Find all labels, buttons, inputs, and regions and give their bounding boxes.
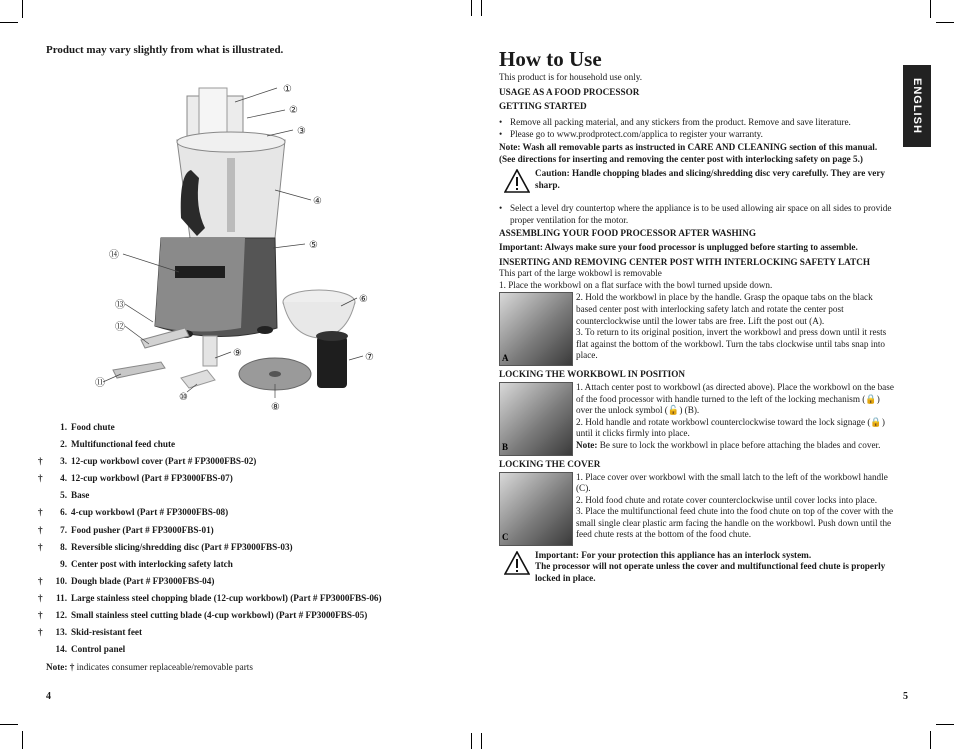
page-title: How to Use xyxy=(499,47,602,71)
usage-heading: USAGE AS A FOOD PROCESSOR xyxy=(499,86,640,97)
callout-7: ⑦ xyxy=(365,352,374,363)
cover-step-1: 1. Place cover over workbowl with the small latch to the left of the workbowl handle (C). xyxy=(576,471,888,494)
callout-3: ③ xyxy=(297,126,306,137)
page-number-left: 4 xyxy=(46,691,51,702)
unlock-icon: 🔓 xyxy=(667,405,680,416)
part-row: † 4. 12-cup workbowl (Part # FP3000FBS-07) xyxy=(38,473,233,484)
photo-b: B xyxy=(499,382,573,456)
part-row: 14. Control panel xyxy=(55,644,126,655)
lock-note: Note: Be sure to lock the workbowl in place before attaching the blades and cover. xyxy=(576,439,881,450)
list-item: • Remove all packing material, and any stickers from the product. Remove and save literature. xyxy=(499,116,851,127)
caution-text: Caution: Handle chopping blades and slicing/shredding disc very carefully. They are very sharp. xyxy=(535,168,886,190)
caution-block xyxy=(499,168,895,193)
part-row: 5. Base xyxy=(60,490,90,501)
interlock-text: Important: For your protection this appliance has an interlock system. The processor will not operate unless the cover and multifunctional feed chute is properly locked in place. xyxy=(535,549,886,583)
step-a-block xyxy=(499,292,895,366)
callout-4: ④ xyxy=(313,196,322,207)
photo-a: A xyxy=(499,292,573,366)
part-row: † 8. Reversible slicing/shredding disc (Part # FP3000FBS-03) xyxy=(38,541,293,552)
part-row: 9. Center post with interlocking safety latch xyxy=(60,558,233,569)
unplug-warning: Important: Always make sure your food processor is unplugged before starting to assemble. xyxy=(499,241,858,252)
callout-12: ⑫ xyxy=(115,322,125,333)
part-row: 2. Multifunctional feed chute xyxy=(60,439,176,450)
locking-heading: LOCKING THE WORKBOWL IN POSITION xyxy=(499,369,686,380)
cover-step-2: 2. Hold food chute and rotate cover counterclockwise until cover locks into place. xyxy=(576,494,878,505)
getting-started-heading: GETTING STARTED xyxy=(499,101,587,112)
part-row: † 13. Skid-resistant feet xyxy=(38,627,143,638)
part-row: 1. Food chute xyxy=(60,422,115,432)
part-row: † 3. 12-cup workbowl cover (Part # FP3000FBS-02) xyxy=(38,456,257,467)
list-item: • Select a level dry countertop where the appliance is to be used allowing air space on all sides to provide proper ventilation for the motor. xyxy=(499,203,892,225)
callout-13: ⑬ xyxy=(115,300,125,311)
household-note: This product is for household use only. xyxy=(499,72,643,82)
callout-2: ② xyxy=(289,105,298,116)
step-1: 1. Place the workbowl on a flat surface with the bowl turned upside down. xyxy=(499,279,773,290)
callout-6: ⑥ xyxy=(359,294,368,305)
lock-icon: 🔒 xyxy=(865,393,877,404)
callout-14: ⑭ xyxy=(109,250,119,261)
callout-5: ⑤ xyxy=(309,240,318,251)
interlock-block xyxy=(499,550,895,585)
assembling-heading: ASSEMBLING YOUR FOOD PROCESSOR AFTER WASHING xyxy=(499,228,757,239)
part-row: † 11. Large stainless steel chopping blade (12-cup workbowl) (Part # FP3000FBS-06) xyxy=(38,592,382,603)
photo-c: C xyxy=(499,472,573,546)
callout-1: ① xyxy=(283,84,292,95)
callout-8: ⑧ xyxy=(271,402,280,413)
wash-note: Note: Wash all removable parts as instructed in CARE AND CLEANING section of this manual. (See directions for inserting and removing the center post with interlocking safety on page 5.) xyxy=(499,141,878,164)
part-row: † 12. Small stainless steel cutting blade (4-cup workbowl) (Part # FP3000FBS-05) xyxy=(38,610,368,621)
parts-list xyxy=(38,422,458,672)
step-3: 3. To return to its original position, invert the workbowl and press down until it rests flat against the bottom of the workbowl. Turn the tabs clockwise until tabs snap into place. xyxy=(576,327,887,361)
callout-11: ⑪ xyxy=(95,378,105,389)
warning-icon xyxy=(499,550,535,585)
step-2: 2. Hold the workbowl in place by the handle. Grasp the opaque tabs on the black based center post with interlocking safety latch and rotate the center post counterclockwise until the lower tabs are free. Lift the post out (A). xyxy=(576,292,873,326)
inserting-subtitle: This part of the large wokbowl is removable xyxy=(499,268,662,279)
step-b-block xyxy=(499,382,895,456)
lock-icon: 🔒 xyxy=(870,416,882,427)
page-number-right: 5 xyxy=(903,691,908,702)
part-row: † 7. Food pusher (Part # FP3000FBS-01) xyxy=(38,524,214,535)
cover-heading: LOCKING THE COVER xyxy=(499,458,601,469)
part-row: † 6. 4-cup workbowl (Part # FP3000FBS-08) xyxy=(38,507,229,518)
list-item: • Please go to www.prodprotect.com/applica to register your warranty. xyxy=(499,129,763,140)
callout-10: ⑩ xyxy=(179,392,188,403)
how-to-use-section xyxy=(499,46,895,594)
lock-step-1: 1. Attach center post to workbowl (as directed above). Place the workbowl on the base of the food processor with handle turned to the left of the locking mechanism (🔒) over the unlock symbol (🔓) (B). xyxy=(576,381,894,416)
cover-step-3: 3. Place the multifunctional feed chute into the food chute on top of the cover with the small single clear plastic arm facing the handle on the workbowl. Push down until the feed chute rests at the bottom of the food chute. xyxy=(576,506,894,540)
food-processor-illustration xyxy=(95,78,385,413)
illustration-disclaimer: Product may vary slightly from what is illustrated. xyxy=(46,44,284,56)
callout-9: ⑨ xyxy=(233,348,242,359)
right-page xyxy=(477,0,954,749)
part-row: † 10. Dough blade (Part # FP3000FBS-04) xyxy=(38,575,215,586)
language-tab: ENGLISH xyxy=(903,65,931,147)
step-c-block xyxy=(499,472,895,546)
inserting-heading: INSERTING AND REMOVING CENTER POST WITH INTERLOCKING SAFETY LATCH xyxy=(499,256,870,267)
lock-step-2: 2. Hold handle and rotate workbowl counterclockwise toward the lock signage (🔒) until it clicks firmly into place. xyxy=(576,416,885,439)
warning-icon xyxy=(499,168,535,193)
parts-note: Note: † indicates consumer replaceable/removable parts xyxy=(46,662,253,673)
